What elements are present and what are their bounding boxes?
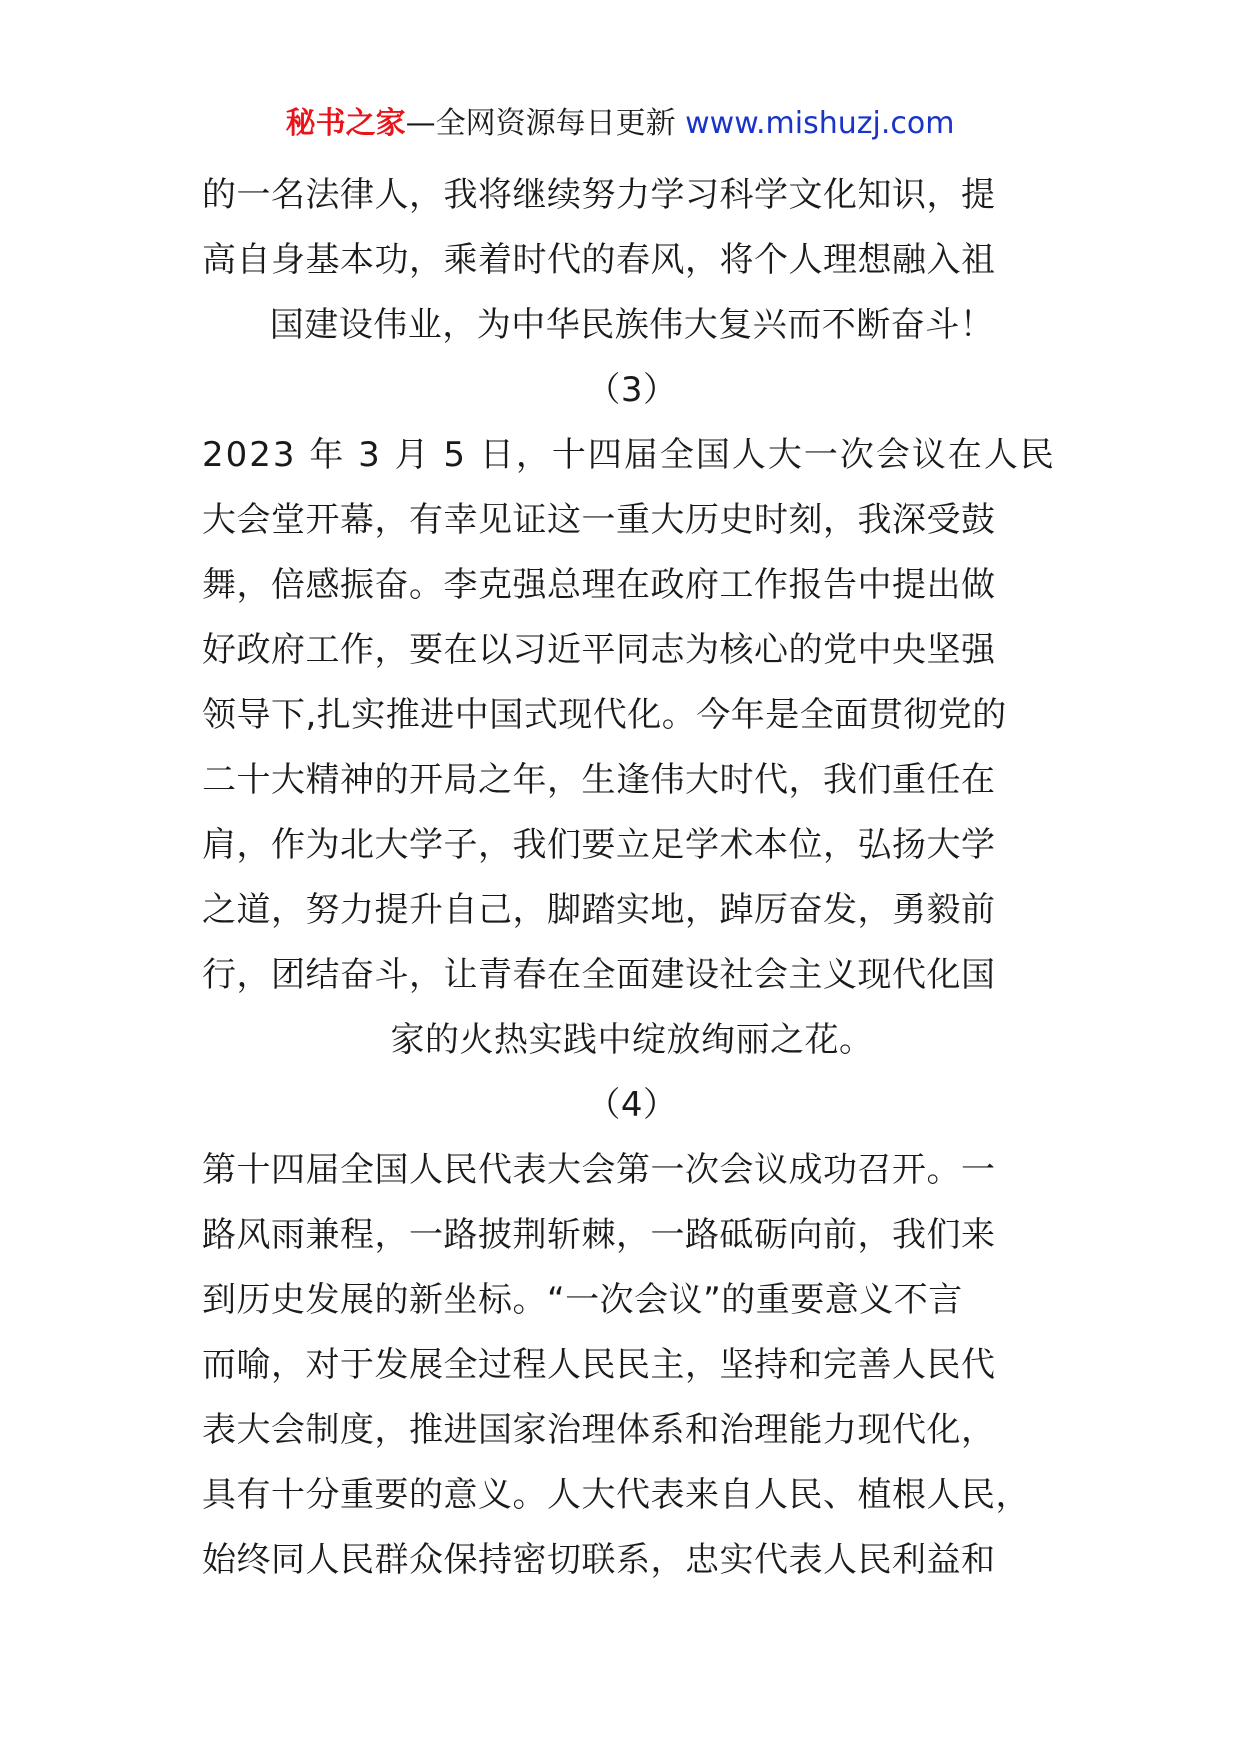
body-line: 大会堂开幕，有幸见证这一重大历史时刻，我深受鼓 (202, 500, 996, 540)
section-number: （4） (586, 1085, 678, 1125)
body-line: 始终同人民群众保持密切联系，忠实代表人民利益和 (202, 1540, 996, 1580)
body-line: 高自身基本功，乘着时代的春风，将个人理想融入祖 (202, 240, 996, 280)
body-line: 的一名法律人，我将继续努力学习科学文化知识，提 (202, 175, 996, 215)
body-line: 表大会制度，推进国家治理体系和治理能力现代化， (202, 1410, 996, 1450)
body-line: 领导下,扎实推进中国式现代化。今年是全面贯彻党的 (202, 695, 1007, 735)
body-line: 好政府工作，要在以习近平同志为核心的党中央坚强 (202, 630, 996, 670)
body-line: 而喻，对于发展全过程人民民主，坚持和完善人民代 (202, 1345, 996, 1385)
document-body (202, 163, 1062, 1593)
body-line: 家的火热实践中绽放绚丽之花。 (390, 1020, 874, 1060)
body-line: 之道，努力提升自己，脚踏实地，踔厉奋发，勇毅前 (202, 890, 996, 930)
header-brand: 秘书之家 (285, 106, 406, 141)
body-line: 行，团结奋斗，让青春在全面建设社会主义现代化国 (202, 955, 996, 995)
page-header (0, 104, 1240, 144)
body-line: 国建设伟业，为中华民族伟大复兴而不断奋斗！ (269, 305, 995, 345)
header-slogan: —全网资源每日更新 (405, 106, 686, 141)
body-line: 2023 年 3 月 5 日，十四届全国人大一次会议在人民 (202, 435, 1056, 475)
header-url-link[interactable]: www.mishuzj.com (685, 106, 955, 141)
body-line: 具有十分重要的意义。人大代表来自人民、植根人民， (202, 1475, 1030, 1515)
body-line: 舞，倍感振奋。李克强总理在政府工作报告中提出做 (202, 565, 996, 605)
body-line: 肩，作为北大学子，我们要立足学术本位，弘扬大学 (202, 825, 996, 865)
body-line: 路风雨兼程，一路披荆斩棘，一路砥砺向前，我们来 (202, 1215, 996, 1255)
body-line: 第十四届全国人民代表大会第一次会议成功召开。一 (202, 1150, 996, 1190)
body-line: 到历史发展的新坐标。“一次会议”的重要意义不言 (202, 1280, 963, 1320)
body-line: 二十大精神的开局之年，生逢伟大时代，我们重任在 (202, 760, 996, 800)
section-number: （3） (586, 370, 678, 410)
